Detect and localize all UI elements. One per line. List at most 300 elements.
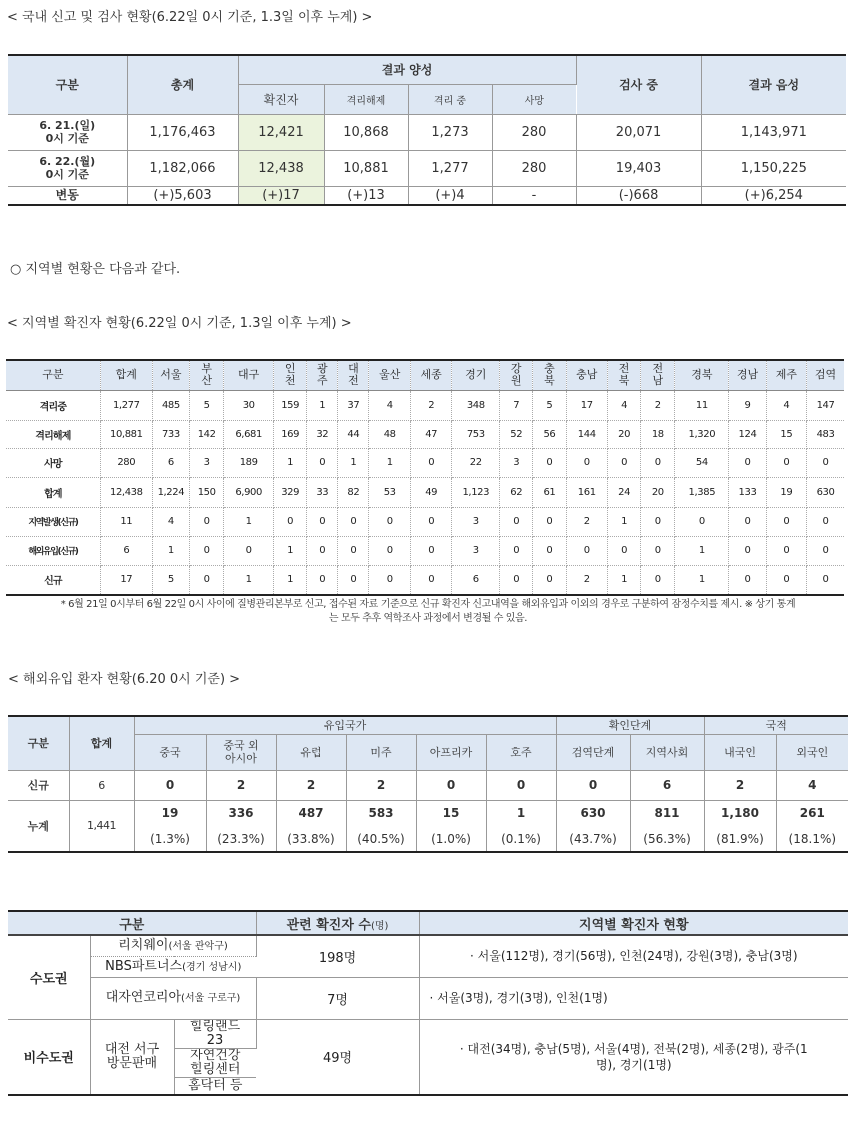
- table-cell: 329: [274, 477, 307, 507]
- table-cell: 811: [630, 800, 704, 826]
- cell-total: 1,182,066: [127, 150, 238, 186]
- table-cell: 0: [307, 565, 338, 595]
- table-cell: 10,881: [100, 420, 152, 448]
- table-cell: 1: [675, 536, 729, 565]
- row-label: 변동: [8, 186, 127, 205]
- header-africa: 아프리카: [416, 734, 486, 770]
- header-europe: 유럽: [276, 734, 346, 770]
- table-row: [6, 507, 844, 536]
- header-region: 충 북: [533, 360, 566, 390]
- table-cell: 753: [452, 420, 500, 448]
- table-cell: 0: [190, 507, 224, 536]
- table-cell: 6: [100, 536, 152, 565]
- cell-released: 10,881: [324, 150, 408, 186]
- company-location: (서울 관악구): [168, 940, 228, 952]
- table-cell: 0: [766, 536, 806, 565]
- header-region: 대구: [224, 360, 274, 390]
- header-positive: 결과 양성: [238, 55, 576, 84]
- table-cell: 485: [152, 390, 189, 420]
- overseas-table: [8, 715, 848, 853]
- table-cell: 0: [134, 770, 206, 800]
- table-row: [8, 800, 848, 826]
- table-row: [6, 565, 844, 595]
- header-region: 구분: [6, 360, 100, 390]
- table-cell: 0: [500, 507, 533, 536]
- cell-negative: 1,150,225: [701, 150, 846, 186]
- header-region: 경북: [675, 360, 729, 390]
- domestic-testing-table: [8, 54, 846, 206]
- header-gubun: 구분: [8, 716, 69, 770]
- company-name: NBS파트너스: [105, 958, 183, 974]
- header-stage: 확인단계: [556, 716, 704, 734]
- table-cell: 56: [533, 420, 566, 448]
- header-china: 중국: [134, 734, 206, 770]
- header-total: 합계: [69, 716, 134, 770]
- header-region: 부 산: [190, 360, 224, 390]
- table-cell: 6: [452, 565, 500, 595]
- cell-deaths: -: [492, 186, 576, 205]
- table-cell: 0: [338, 565, 369, 595]
- table-cell-pct: (18.1%): [776, 826, 848, 852]
- row-label: 해외유입(신규): [6, 536, 100, 565]
- table-cell: 1,180: [704, 800, 776, 826]
- table-cell: 32: [307, 420, 338, 448]
- table-cell: 124: [729, 420, 766, 448]
- company-location: (경기 성남시): [182, 961, 242, 973]
- table-cell: 2: [206, 770, 276, 800]
- table-cell: 0: [766, 448, 806, 477]
- table-cell: 0: [416, 770, 486, 800]
- header-quarantine: 검역단계: [556, 734, 630, 770]
- footnote-line: * 6월 21일 0시부터 6월 22일 0시 사이에 질병관리본부로 신고, 접수된 자료 기준으로 신규 확진자 신고내역을 해외유입과 이외의 경우로 구분하여 잠정수치를 제시. ※ 상기 통계: [60, 599, 796, 610]
- cell-confirmed: 12,438: [238, 150, 324, 186]
- table-cell: 2: [346, 770, 416, 800]
- table-cell: 44: [338, 420, 369, 448]
- table-cell: 0: [807, 448, 844, 477]
- table-cell: 53: [369, 477, 410, 507]
- table-cell: 630: [807, 477, 844, 507]
- table-cell: 24: [607, 477, 640, 507]
- table-cell: 20: [607, 420, 640, 448]
- row-label: 사망: [6, 448, 100, 477]
- header-region: 경기: [452, 360, 500, 390]
- table-cell: 37: [338, 390, 369, 420]
- table-cell-pct: (33.8%): [276, 826, 346, 852]
- table-cell: 1,224: [152, 477, 189, 507]
- table-cell: 261: [799, 806, 825, 821]
- table-cell-pct: (40.5%): [346, 826, 416, 852]
- table-row-change: [8, 186, 846, 205]
- regional-footnote: [8, 598, 848, 626]
- table-cell: 1: [224, 565, 274, 595]
- table-cell: 2: [566, 507, 607, 536]
- table-cell: 0: [410, 565, 451, 595]
- regional-table: [6, 359, 844, 596]
- table-cell-pct: (0.1%): [486, 826, 556, 852]
- cluster-line: 대전 서구: [104, 1041, 160, 1057]
- header-region: 전 남: [641, 360, 675, 390]
- cluster-daejeon: [90, 1019, 174, 1095]
- header-region: 광 주: [307, 360, 338, 390]
- table-cell: 1: [307, 390, 338, 420]
- table-row: [8, 770, 848, 800]
- header-asia-line2: 아시아: [225, 752, 257, 765]
- company-location: (서울 구로구): [181, 993, 241, 1004]
- table-cell: 0: [307, 448, 338, 477]
- table-cell: 733: [152, 420, 189, 448]
- table-cell: 0: [807, 536, 844, 565]
- regional-line: 명), 경기(1명): [595, 1057, 672, 1072]
- cell-isolated: 1,277: [408, 150, 492, 186]
- table-cell: 336: [206, 800, 276, 826]
- table-cell: 0: [766, 507, 806, 536]
- row-label: 신규: [6, 565, 100, 595]
- header-region: 합계: [100, 360, 152, 390]
- table-cell: 280: [100, 448, 152, 477]
- table-cell: 0: [369, 565, 410, 595]
- header-korean: 내국인: [704, 734, 776, 770]
- table-cell: 6: [630, 770, 704, 800]
- table-cell: 47: [410, 420, 451, 448]
- table-cell: 1: [152, 536, 189, 565]
- row-label: 격리해제: [6, 420, 100, 448]
- table-row: [6, 536, 844, 565]
- cell-testing: (-)668: [576, 186, 701, 205]
- table-row: [8, 150, 846, 186]
- table-cell: 12,438: [100, 477, 152, 507]
- table-cell: 142: [190, 420, 224, 448]
- table-cell: 0: [410, 536, 451, 565]
- table-cell: 6: [152, 448, 189, 477]
- table-cell: 1: [486, 800, 556, 826]
- table-cell: 189: [224, 448, 274, 477]
- domestic-testing-title: < 국내 신고 및 검사 현황(6.22일 0시 기준, 1.3일 이후 누계) >: [7, 10, 373, 25]
- table-cell: 0: [807, 565, 844, 595]
- table-cell: 1,123: [452, 477, 500, 507]
- header-asia: [206, 734, 276, 770]
- cell-negative: 1,143,971: [701, 114, 846, 150]
- store-line: 힐링센터: [190, 1061, 241, 1077]
- header-region: 울산: [369, 360, 410, 390]
- table-cell: 0: [410, 507, 451, 536]
- store-natural-health: [174, 1048, 256, 1077]
- table-cell: 1: [274, 448, 307, 477]
- header-related-unit: (명): [371, 920, 389, 932]
- table-row: [8, 935, 848, 956]
- table-row: [8, 977, 848, 1019]
- table-cell: 54: [675, 448, 729, 477]
- table-cell-pct: (1.0%): [416, 826, 486, 852]
- table-cell: 0: [641, 565, 675, 595]
- header-origin: 유입국가: [134, 716, 556, 734]
- cell-confirmed: 12,421: [238, 114, 324, 150]
- table-cell: 348: [452, 390, 500, 420]
- header-oceania: 호주: [486, 734, 556, 770]
- table-cell: 3: [500, 448, 533, 477]
- table-cell: 0: [190, 536, 224, 565]
- header-region: 서울: [152, 360, 189, 390]
- table-cell: 1,385: [675, 477, 729, 507]
- table-cell: 0: [533, 565, 566, 595]
- table-cell: 4: [152, 507, 189, 536]
- table-cell: 0: [307, 507, 338, 536]
- table-cell: 1: [274, 536, 307, 565]
- row-label: 합계: [6, 477, 100, 507]
- table-cell: 6,900: [224, 477, 274, 507]
- header-region: 세종: [410, 360, 451, 390]
- table-row: [6, 448, 844, 477]
- table-cell: 0: [533, 448, 566, 477]
- cell-count: 49명: [256, 1019, 419, 1095]
- table-cell: 583: [346, 800, 416, 826]
- table-row: [8, 1019, 848, 1048]
- regional-line: · 대전(34명), 충남(5명), 서울(4명), 전북(2명), 세종(2명), 광주(1: [459, 1041, 808, 1056]
- cell-testing: 19,403: [576, 150, 701, 186]
- table-cell: 0: [500, 536, 533, 565]
- cell-total: 1,176,463: [127, 114, 238, 150]
- row-label: 신규: [8, 770, 69, 800]
- table-cell: 20: [641, 477, 675, 507]
- cell-released: (+)13: [324, 186, 408, 205]
- table-cell: 0: [410, 448, 451, 477]
- table-cell: 1,277: [100, 390, 152, 420]
- store-line: 자연건강: [190, 1048, 241, 1063]
- table-cell: 0: [566, 536, 607, 565]
- company-nbs: [90, 956, 256, 977]
- table-cell: 1: [338, 448, 369, 477]
- header-community: 지역사회: [630, 734, 704, 770]
- header-total: 총계: [127, 55, 238, 114]
- cell-released: 10,868: [324, 114, 408, 150]
- header-americas: 미주: [346, 734, 416, 770]
- cell-confirmed: (+)17: [238, 186, 324, 205]
- header-region: 충남: [566, 360, 607, 390]
- cell-count: 7명: [256, 977, 419, 1019]
- table-cell: 630: [556, 800, 630, 826]
- table-cell: 0: [729, 507, 766, 536]
- table-cell: 15: [766, 420, 806, 448]
- table-cell: 82: [338, 477, 369, 507]
- header-testing: 검사 중: [576, 55, 701, 114]
- table-row: [8, 826, 848, 852]
- cell-deaths: 280: [492, 114, 576, 150]
- table-cell: 11: [100, 507, 152, 536]
- store-line: 힐링랜드: [189, 1019, 241, 1034]
- table-cell: 19: [766, 477, 806, 507]
- table-cell: 5: [533, 390, 566, 420]
- cell-isolated: 1,273: [408, 114, 492, 150]
- overseas-title: < 해외유입 환자 현황(6.20 0시 기준) >: [8, 672, 241, 687]
- table-cell: 1: [675, 565, 729, 595]
- table-cell: 5: [152, 565, 189, 595]
- cell-regional: [419, 1019, 848, 1095]
- table-cell: 2: [276, 770, 346, 800]
- table-cell: 4: [369, 390, 410, 420]
- header-region: 경남: [729, 360, 766, 390]
- company-richway: [90, 935, 256, 956]
- table-cell: 0: [533, 507, 566, 536]
- row-label: 격리중: [6, 390, 100, 420]
- header-asia-line1: 중국 외: [223, 739, 259, 752]
- table-cell: 2: [566, 565, 607, 595]
- table-cell-pct: (23.3%): [206, 826, 276, 852]
- table-cell: 483: [807, 420, 844, 448]
- row-label: 누계: [8, 800, 69, 852]
- table-cell: 1,320: [675, 420, 729, 448]
- table-cell: 4: [607, 390, 640, 420]
- table-cell: 11: [675, 390, 729, 420]
- table-cell: 0: [641, 536, 675, 565]
- table-cell: 147: [807, 390, 844, 420]
- table-cell: 2: [410, 390, 451, 420]
- regional-title: < 지역별 확진자 현황(6.22일 0시 기준, 1.3일 이후 누계) >: [7, 316, 352, 331]
- table-cell: 1: [369, 448, 410, 477]
- table-cell: 1: [224, 507, 274, 536]
- table-cell: 3: [190, 448, 224, 477]
- header-region: 대 전: [338, 360, 369, 390]
- table-cell: 0: [338, 507, 369, 536]
- table-cell: 0: [274, 507, 307, 536]
- header-related: [256, 911, 419, 935]
- table-cell: 61: [533, 477, 566, 507]
- table-row: [6, 390, 844, 420]
- table-cell: 48: [369, 420, 410, 448]
- header-negative: 결과 음성: [701, 55, 846, 114]
- header-related-main: 관련 확진자 수: [286, 917, 371, 933]
- table-cell: 0: [307, 536, 338, 565]
- table-cell: 22: [452, 448, 500, 477]
- table-cell: 0: [533, 536, 566, 565]
- header-isolated: 격리 중: [408, 84, 492, 114]
- store-homedoctor: 홈닥터 등: [188, 1077, 243, 1093]
- header-nationality: 국적: [704, 716, 848, 734]
- table-cell: 30: [224, 390, 274, 420]
- table-cell: 17: [100, 565, 152, 595]
- header-region: 전 북: [607, 360, 640, 390]
- table-cell: 1: [607, 565, 640, 595]
- cell-deaths: 280: [492, 150, 576, 186]
- row-label: 지역발생(신규): [6, 507, 100, 536]
- table-cell: 0: [729, 565, 766, 595]
- table-cell-pct: (1.3%): [134, 826, 206, 852]
- table-cell: 6,681: [224, 420, 274, 448]
- cell-total: (+)5,603: [127, 186, 238, 205]
- cell-regional: · 서울(112명), 경기(56명), 인천(24명), 강원(3명), 충남(3명): [419, 935, 848, 977]
- table-cell: 4: [776, 770, 848, 800]
- table-cell: 3: [452, 507, 500, 536]
- table-cell: 0: [486, 770, 556, 800]
- header-foreign: 외국인: [776, 734, 848, 770]
- cell-total: 1,441: [69, 800, 134, 852]
- table-cell: 133: [729, 477, 766, 507]
- table-cell: 0: [369, 536, 410, 565]
- table-cell: 0: [641, 507, 675, 536]
- table-cell: 0: [729, 448, 766, 477]
- table-cell: 0: [190, 565, 224, 595]
- table-cell: 33: [307, 477, 338, 507]
- table-cell: 5: [190, 390, 224, 420]
- row-label-sub: 0시 기준: [45, 168, 89, 181]
- region-capital: 수도권: [8, 935, 90, 1019]
- table-cell: 2: [704, 770, 776, 800]
- table-cell-pct: (56.3%): [630, 826, 704, 852]
- table-row: [8, 114, 846, 150]
- table-row: [6, 477, 844, 507]
- company-name: 대자연코리아: [105, 990, 182, 1005]
- row-label: 6. 21.(일): [39, 119, 96, 132]
- table-cell: 144: [566, 420, 607, 448]
- header-region: 인 천: [274, 360, 307, 390]
- table-cell: 62: [500, 477, 533, 507]
- table-cell: 0: [500, 565, 533, 595]
- header-regional: 지역별 확진자 현황: [419, 911, 848, 935]
- table-cell: 0: [224, 536, 274, 565]
- table-cell: 0: [566, 448, 607, 477]
- region-noncapital: 비수도권: [8, 1019, 90, 1095]
- header-deaths: 사망: [492, 84, 576, 114]
- table-cell: 0: [338, 536, 369, 565]
- table-cell: 2: [641, 390, 675, 420]
- company-daejayeon: [90, 977, 256, 1019]
- table-cell: 0: [766, 565, 806, 595]
- company-name: 리치웨이: [118, 937, 169, 953]
- cell-testing: 20,071: [576, 114, 701, 150]
- table-cell: 15: [416, 800, 486, 826]
- table-cell: 161: [566, 477, 607, 507]
- table-cell: 3: [452, 536, 500, 565]
- header-region: 제주: [766, 360, 806, 390]
- table-cell: 49: [410, 477, 451, 507]
- cell-negative: (+)6,254: [701, 186, 846, 205]
- table-cell-pct: (81.9%): [704, 826, 776, 852]
- cell-total: 6: [69, 770, 134, 800]
- table-cell: 0: [675, 507, 729, 536]
- cell-count: 198명: [256, 935, 419, 977]
- header-region: 검역: [807, 360, 844, 390]
- row-label: 6. 22.(월): [39, 155, 96, 168]
- store-line: 23: [206, 1032, 224, 1048]
- table-cell-pct: (43.7%): [556, 826, 630, 852]
- regional-note: ○ 지역별 현황은 다음과 같다.: [10, 262, 181, 277]
- table-cell: 19: [134, 800, 206, 826]
- table-cell: 4: [766, 390, 806, 420]
- table-cell: 0: [729, 536, 766, 565]
- table-cell: 1: [607, 507, 640, 536]
- table-cell: 0: [607, 536, 640, 565]
- cluster-table: [8, 910, 848, 1096]
- header-gubun: 구분: [8, 911, 256, 935]
- table-cell: 52: [500, 420, 533, 448]
- table-cell: 487: [276, 800, 346, 826]
- table-cell: 0: [556, 770, 630, 800]
- row-label-sub: 0시 기준: [45, 132, 89, 145]
- store-healingland: [174, 1019, 256, 1048]
- header-released: 격리해제: [324, 84, 408, 114]
- table-cell: 169: [274, 420, 307, 448]
- table-cell: 0: [641, 448, 675, 477]
- cell-isolated: (+)4: [408, 186, 492, 205]
- table-cell: 1: [274, 565, 307, 595]
- cluster-line: 방문판매: [106, 1055, 158, 1071]
- table-row: [6, 420, 844, 448]
- header-confirmed: 확진자: [238, 84, 324, 114]
- table-cell: 17: [566, 390, 607, 420]
- table-cell: 150: [190, 477, 224, 507]
- table-cell: 159: [274, 390, 307, 420]
- table-cell: 0: [607, 448, 640, 477]
- table-cell: 0: [369, 507, 410, 536]
- header-region: 강 원: [500, 360, 533, 390]
